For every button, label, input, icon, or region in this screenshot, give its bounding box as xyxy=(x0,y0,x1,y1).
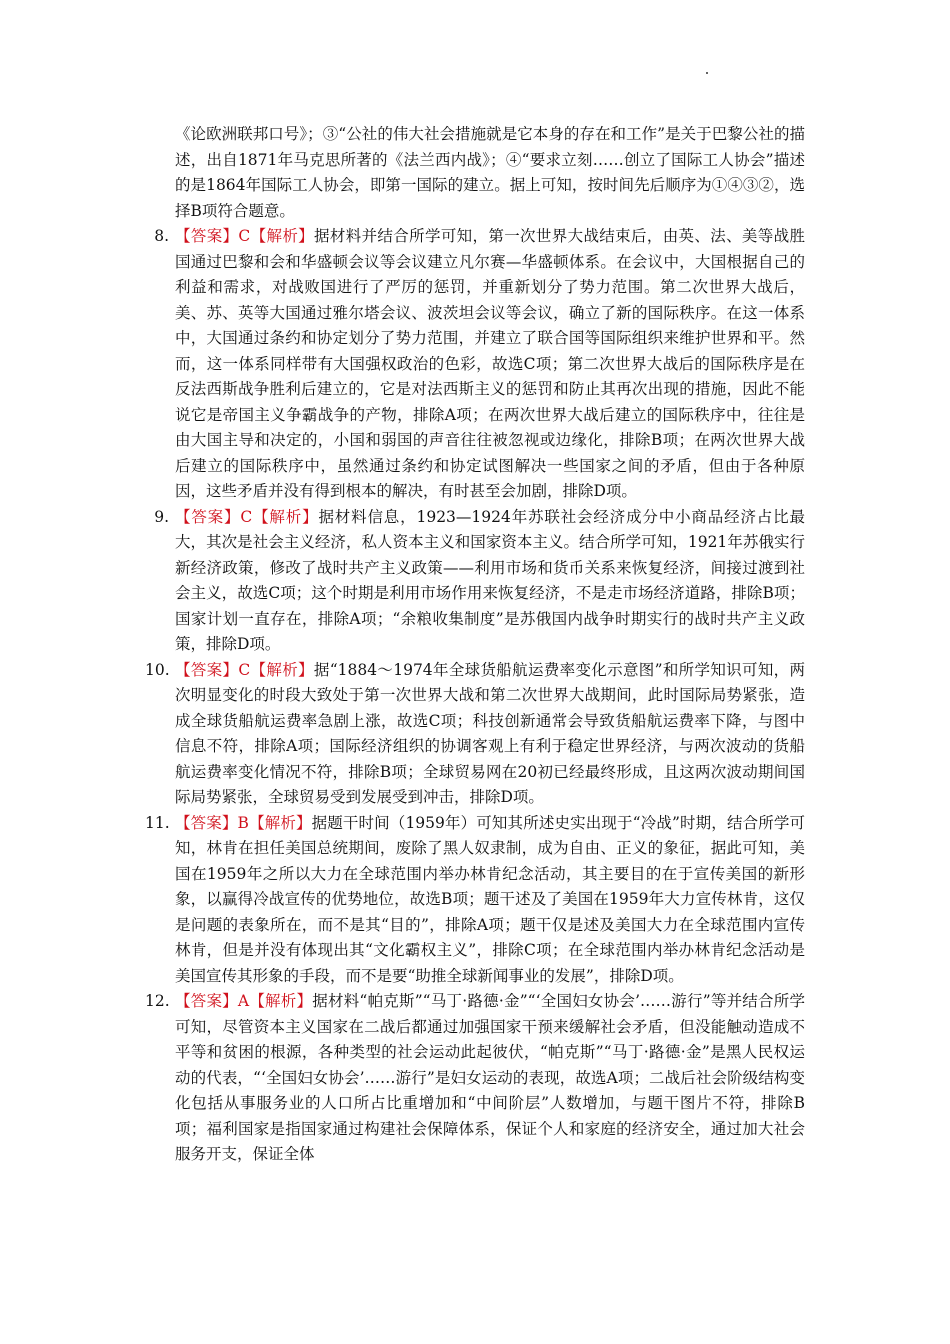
item-body xyxy=(175,658,805,811)
answer-letter: A xyxy=(237,992,250,1010)
explanation-tag: 【解析】 xyxy=(249,992,313,1010)
answer-item-8 xyxy=(145,224,805,505)
answer-item-9 xyxy=(145,505,805,658)
item-number: 8. xyxy=(154,227,169,245)
answer-letter: C xyxy=(240,507,253,526)
item-number: 11. xyxy=(145,813,170,832)
answer-item-10 xyxy=(145,658,805,811)
answer-letter: B xyxy=(237,813,249,832)
item-body xyxy=(175,811,805,990)
answer-tag: 【答案】 xyxy=(175,227,239,245)
item-body xyxy=(175,505,805,658)
item-body xyxy=(175,989,805,1168)
answer-item-12 xyxy=(145,989,805,1168)
item-number: 10. xyxy=(145,660,170,679)
answer-letter: C xyxy=(238,660,251,679)
explanation-text: 据材料并结合所学可知，第一次世界大战结束后，由英、法、美等战胜国通过巴黎和会和华盛顿会议等会议建立凡尔赛—华盛顿体系。在会议中，大国根据自己的利益和需求，对战败国进行了严厉的惩罚，并重新划分了势力范围。第二次世界大战后，美、苏、英等大国通过雅尔塔会议、波茨坦会议等会议，确立了新的国际秩序。在这一体系中，大国通过条约和协定划分了势力范围，并建立了联合国等国际组织来维护世界和平。然而，这一体系同样带有大国强权政治的色彩，故选C项；第二次世界大战后的国际秩序是在反法西斯战争胜利后建立的，它是对法西斯主义的惩罚和防止其再次出现的措施，因此不能说它是帝国主义争霸战争的产物，排除A项；在两次世界大战后建立的国际秩序中，往往是由大国主导和决定的，小国和弱国的声音往往被忽视或边缘化，排除B项；在两次世界大战后建立的国际秩序中，虽然通过条约和协定试图解决一些国家之间的矛盾，但由于各种原因，这些矛盾并没有得到根本的解决，有时甚至会加剧，排除D项。 xyxy=(175,227,805,500)
explanation-tag: 【解析】 xyxy=(250,660,314,679)
explanation-text: 据材料“帕克斯”“马丁·路德·金”“‘全国妇女协会’……游行”等并结合所学可知，尽管资本主义国家在二战后都通过加强国家干预来缓解社会矛盾，但没能触动造成不平等和贫困的根源，各种类型的社会运动此起彼伏，“帕克斯”“马丁·路德·金”是黑人民权运动的代表，“‘全国妇女协会’……游行”是妇女运动的表现，故选A项；二战后社会阶级结构变化包括从事服务业的人口所占比重增加和“中间阶层”人数增加，与题干图片不符，排除B项；福利国家是指国家通过构建社会保障体系，保证个人和家庭的经济安全，通过加大社会服务开支，保证全体 xyxy=(175,992,805,1163)
answer-tag: 【答案】 xyxy=(175,813,238,832)
page-dot-mark xyxy=(706,72,708,74)
explanation-tag: 【解析】 xyxy=(252,507,319,526)
answer-tag: 【答案】 xyxy=(175,992,238,1010)
intro-paragraph: 《论欧洲联邦口号》；③“公社的伟大社会措施就是它本身的存在和工作”是关于巴黎公社的描述，出自1871年马克思所著的《法兰西内战》；④“要求立刻……创立了国际工人协会”描述的是1864年国际工人协会，即第一国际的建立。据上可知，按时间先后顺序为①④③②，选择B项符合题意。 xyxy=(175,125,805,220)
item-number: 9. xyxy=(154,507,169,526)
item-number: 12. xyxy=(145,992,170,1010)
answer-tag: 【答案】 xyxy=(175,507,241,526)
answer-tag: 【答案】 xyxy=(175,660,239,679)
explanation-text: 据材料信息，1923—1924年苏联社会经济成分中小商品经济占比最大，其次是社会主义经济，私人资本主义和国家资本主义。结合所学可知，1921年苏俄实行新经济政策，修改了战时共产主义政策——利用市场和货币关系来恢复经济，间接过渡到社会主义，故选C项；这个时期是利用市场作用来恢复经济，不是走市场经济道路，排除B项；国家计划一直存在，排除A项；“余粮收集制度”是苏俄国内战争时期实行的战时共产主义政策，排除D项。 xyxy=(175,507,805,653)
answer-content xyxy=(145,122,805,1168)
explanation-text: 据“1884～1974年全球货船航运费率变化示意图”和所学知识可知，两次明显变化的时段大致处于第一次世界大战和第二次世界大战期间，此时国际局势紧张，造成全球货船航运费率急剧上涨，故选C项；科技创新通常会导致货船航运费率下降，与图中信息不符，排除A项；国际经济组织的协调客观上有利于稳定世界经济，与两次波动的货船航运费率变化情况不符，排除B项；全球贸易网在20初已经最终形成，且这两次波动期间国际局势紧张，全球贸易受到发展受到冲击，排除D项。 xyxy=(175,660,805,806)
answer-item-11 xyxy=(145,811,805,990)
item-body xyxy=(175,224,805,505)
explanation-tag: 【解析】 xyxy=(250,227,315,245)
explanation-tag: 【解析】 xyxy=(248,813,312,832)
explanation-text: 据题干时间（1959年）可知其所述史实出现于“冷战”时期，结合所学可知，林肯在担任美国总统期间，废除了黑人奴隶制，成为自由、正义的象征，据此可知，美国在1959年之所以大力在全球范围内举办林肯纪念活动，其主要目的在于宣传美国的新形象，以赢得冷战宣传的优势地位，故选B项；题干述及了美国在1959年大力宣传林肯，这仅是问题的表象所在，而不是其“目的”，排除A项；题干仅是述及美国大力在全球范围内宣传林肯，但是并没有体现出其“文化霸权主义”，排除C项；在全球范围内举办林肯纪念活动是美国宣传其形象的手段，而不是要“助推全球新闻事业的发展”，排除D项。 xyxy=(175,813,805,985)
answer-letter: C xyxy=(238,227,251,245)
